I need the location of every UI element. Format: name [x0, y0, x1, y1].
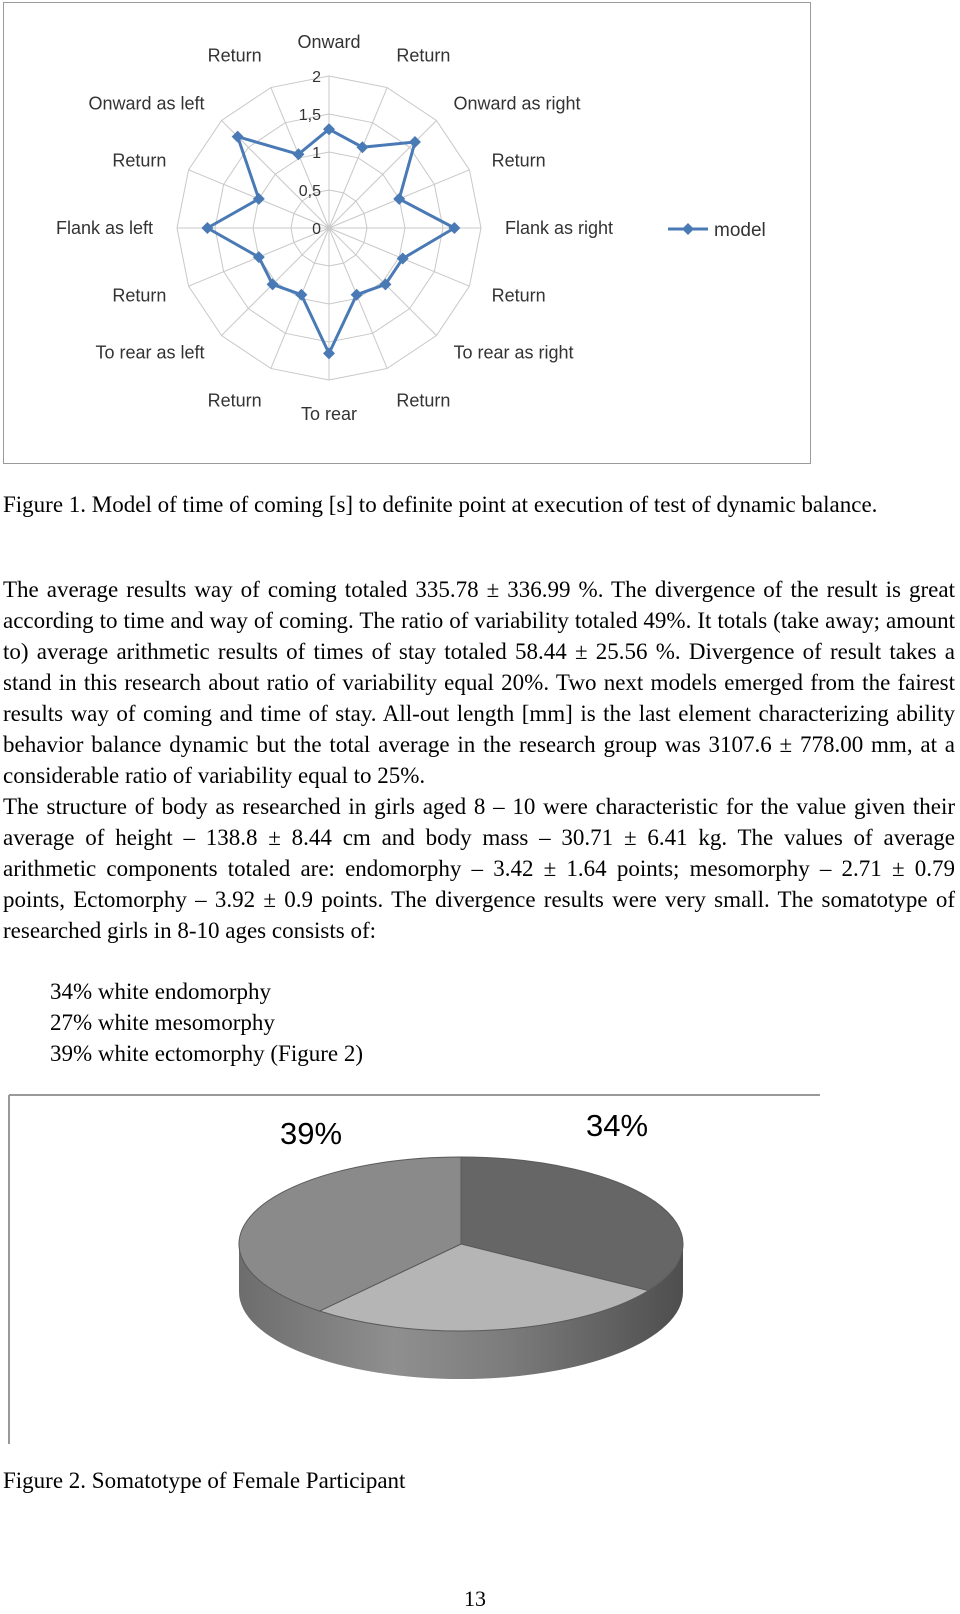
legend-marker	[682, 223, 694, 235]
radar-point	[393, 193, 405, 205]
pie-slice-label: 39%	[280, 1116, 343, 1151]
radar-category-label: To rear	[300, 404, 358, 424]
radar-category-label: Return	[207, 390, 262, 411]
pie-chart	[8, 1094, 843, 1446]
radar-category-label: Return	[207, 45, 262, 66]
radar-point	[253, 251, 265, 263]
radar-point	[201, 222, 213, 234]
figure2-frame	[8, 1094, 843, 1446]
body-text	[3, 574, 955, 946]
radar-category-label: Flank as right	[505, 218, 614, 238]
radar-series-line	[207, 129, 454, 353]
list-item: 27% white mesomorphy	[50, 1010, 275, 1035]
radar-category-label: Onward as left	[88, 93, 205, 114]
page-number: 13	[464, 1586, 486, 1611]
radar-point	[253, 193, 265, 205]
radar-category-label: Flank as left	[55, 218, 153, 238]
somatotype-list	[50, 976, 363, 1069]
radar-category-label: Return	[396, 390, 451, 411]
paragraph-1: The average results way of coming totaled 335.78 ± 336.99 %. The divergence of the result is great according to time and way of coming. The ratio of variability totaled 49%. It totals (take away; amount to) average arithmetic results of times of stay totaled 58.44 ± 25.56 %. Divergence of result takes a stand in this research about ratio of variability equal 20%. Two next models emerged from the fairest results way of coming and time of stay. All-out length [mm] is the last element characterizing ability behavior balance dynamic but the total average in the research group was 3107.6 ± 778.00 mm, at a considerable ratio of variability equal to 25%.	[3, 577, 955, 788]
radar-category-label: Return	[112, 150, 167, 171]
radar-chart	[4, 3, 810, 463]
radar-category-label: Onward	[297, 32, 361, 52]
figure1-caption: Figure 1. Model of time of coming [s] to definite point at execution of test of dynamic balance.	[3, 492, 878, 517]
radar-tick-label: 0	[312, 221, 321, 238]
radar-category-label: To rear as right	[453, 342, 574, 363]
legend-label: model	[714, 220, 766, 241]
radar-category-label: Return	[112, 285, 167, 306]
radar-category-label: Return	[396, 45, 451, 66]
paragraph-2: The structure of body as researched in girls aged 8 – 10 were characteristic for the value given their average of height – 138.8 ± 8.44 cm and body mass – 30.71 ± 6.41 kg. The values of average arithmetic components totaled are: endomorphy – 3.42 ± 1.64 points; mesomorphy – 2.71 ± 0.79 points, Ectomorphy – 3.92 ± 0.9 points. The divergence results were very small. The somatotype of researched girls in 8-10 ages consists of:	[3, 794, 955, 943]
radar-point	[356, 141, 368, 153]
radar-category-label: Onward as right	[453, 93, 581, 114]
radar-tick-label: 1,5	[298, 107, 321, 124]
list-item: 39% white ectomorphy (Figure 2)	[50, 1041, 363, 1066]
radar-point	[323, 347, 335, 359]
list-item: 34% white endomorphy	[50, 979, 272, 1004]
radar-tick-label: 1	[312, 145, 321, 162]
figure1-frame	[3, 2, 811, 464]
radar-category-label: To rear as left	[95, 342, 205, 363]
radar-tick-label: 0,5	[298, 183, 321, 200]
radar-tick-label: 2	[312, 69, 321, 86]
pie-slice-label: 34%	[586, 1108, 649, 1143]
radar-category-label: Return	[491, 150, 546, 171]
radar-category-label: Return	[491, 285, 546, 306]
figure2-caption: Figure 2. Somatotype of Female Participant	[3, 1468, 406, 1493]
radar-spoke	[329, 88, 387, 228]
